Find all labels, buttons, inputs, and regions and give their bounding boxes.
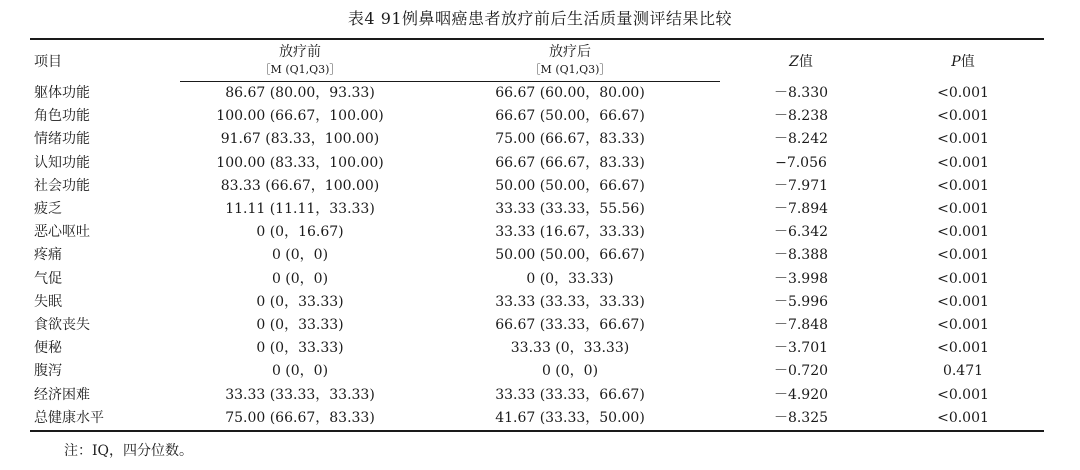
cell-z: －3.701 <box>773 340 829 357</box>
cell-z: －7.848 <box>773 317 829 334</box>
cell-z: －8.242 <box>773 131 829 148</box>
cell-before: 0 (0，0) <box>271 270 329 287</box>
cell-after: 33.33 (33.33，33.33) <box>495 293 645 310</box>
header-z <box>720 39 882 82</box>
cell-z: －6.342 <box>773 224 829 241</box>
table-row <box>30 291 1044 314</box>
cell-before: 0 (0，33.33) <box>256 317 344 334</box>
cell-item: 便秘 <box>34 340 62 357</box>
cell-item: 腹泻 <box>34 363 62 380</box>
cell-z: −7.056 <box>775 154 827 171</box>
cell-p: <0.001 <box>937 224 989 241</box>
cell-p: <0.001 <box>937 201 989 218</box>
cell-after: 66.67 (66.67，83.33) <box>495 154 645 171</box>
table-row <box>30 384 1044 407</box>
cell-after: 66.67 (50.00，66.67) <box>495 108 645 125</box>
cell-item: 社会功能 <box>34 177 90 194</box>
header-z-suffix: 值 <box>798 54 813 71</box>
table-row <box>30 407 1044 431</box>
cell-p: <0.001 <box>937 247 989 264</box>
cell-z: －0.720 <box>773 363 829 380</box>
table-row <box>30 314 1044 337</box>
cell-after: 33.33 (33.33，66.67) <box>495 386 645 403</box>
cell-p: <0.001 <box>937 386 989 403</box>
cell-p: 0.471 <box>942 363 984 380</box>
cell-before: 83.33 (66.67，100.00) <box>220 177 380 194</box>
quality-of-life-table <box>30 38 1044 432</box>
cell-after: 75.00 (66.67，83.33) <box>495 131 645 148</box>
cell-p: <0.001 <box>937 177 989 194</box>
cell-before: 0 (0，0) <box>271 247 329 264</box>
cell-after: 50.00 (50.00，66.67) <box>495 247 645 264</box>
cell-after: 33.33 (0，33.33) <box>510 340 630 357</box>
cell-after: 33.33 (33.33，55.56) <box>495 201 645 218</box>
cell-p: <0.001 <box>937 84 989 101</box>
table-row <box>30 198 1044 221</box>
cell-p: <0.001 <box>882 407 1044 431</box>
cell-after: 66.67 (33.33，66.67) <box>495 317 645 334</box>
cell-z: －8.325 <box>720 407 882 431</box>
cell-z: －3.998 <box>773 270 829 287</box>
cell-p: <0.001 <box>937 270 989 287</box>
cell-z: －7.971 <box>773 177 829 194</box>
cell-p: <0.001 <box>937 131 989 148</box>
cell-item: 躯体功能 <box>34 84 90 101</box>
cell-before: 0 (0，33.33) <box>256 293 344 310</box>
cell-z: －8.388 <box>773 247 829 264</box>
header-before-sub: ［M (Q1,Q3)］ <box>180 61 420 82</box>
cell-after: 66.67 (60.00，80.00) <box>495 85 645 101</box>
cell-after: 33.33 (16.67，33.33) <box>495 224 645 241</box>
cell-p: <0.001 <box>937 340 989 357</box>
cell-z: －5.996 <box>773 293 829 310</box>
cell-before: 0 (0，0) <box>271 363 329 380</box>
header-p-suffix: 值 <box>960 54 975 71</box>
cell-before: 0 (0，16.67) <box>256 224 344 241</box>
header-p <box>882 39 1044 82</box>
header-after-sub: ［M (Q1,Q3)］ <box>420 61 720 82</box>
cell-p: <0.001 <box>937 317 989 334</box>
cell-before: 100.00 (83.33，100.00) <box>216 154 384 171</box>
cell-z: －7.894 <box>773 201 829 218</box>
cell-after: 41.67 (33.33，50.00) <box>420 407 720 431</box>
cell-item: 疲乏 <box>34 201 62 218</box>
cell-p: <0.001 <box>937 108 989 125</box>
cell-item: 气促 <box>34 270 62 287</box>
cell-item: 认知功能 <box>34 154 90 171</box>
header-z-letter: Z <box>789 54 799 71</box>
header-item: 项目 <box>30 39 180 82</box>
cell-item: 总健康水平 <box>30 407 180 431</box>
cell-item: 情绪功能 <box>34 131 90 148</box>
cell-item: 角色功能 <box>34 108 90 125</box>
table-row <box>30 152 1044 175</box>
table-row <box>30 221 1044 244</box>
header-after: 放疗后 <box>420 39 720 61</box>
table-row <box>30 105 1044 128</box>
cell-after: 0 (0，33.33) <box>526 270 614 287</box>
cell-item: 失眠 <box>34 293 62 310</box>
cell-z: －8.238 <box>773 108 829 125</box>
table-row <box>30 175 1044 198</box>
table-row <box>30 337 1044 360</box>
cell-before: 75.00 (66.67，83.33) <box>180 407 420 431</box>
cell-before: 91.67 (83.33，100.00) <box>220 131 380 148</box>
table-row <box>30 82 1044 106</box>
header-before: 放疗前 <box>180 39 420 61</box>
table-row <box>30 128 1044 151</box>
cell-before: 33.33 (33.33，33.33) <box>225 386 375 403</box>
cell-before: 100.00 (66.67，100.00) <box>216 108 384 125</box>
cell-after: 50.00 (50.00，66.67) <box>495 177 645 194</box>
cell-z: －8.330 <box>773 84 829 101</box>
table-note: 注：IQ，四分位数。 <box>64 443 194 459</box>
cell-item: 疼痛 <box>34 247 62 264</box>
table-row <box>30 244 1044 267</box>
cell-before: 0 (0，33.33) <box>256 340 344 357</box>
cell-item: 经济困难 <box>34 386 90 403</box>
cell-z: －4.920 <box>773 386 829 403</box>
cell-item: 恶心呕吐 <box>34 224 90 241</box>
cell-before: 11.11 (11.11，33.33) <box>225 201 375 218</box>
table-row <box>30 360 1044 383</box>
cell-after: 0 (0，0) <box>541 363 599 380</box>
table-body <box>30 82 1044 432</box>
cell-before: 86.67 (80.00，93.33) <box>225 85 375 101</box>
cell-p: <0.001 <box>937 154 989 171</box>
cell-p: <0.001 <box>937 293 989 310</box>
header-p-letter: P <box>951 54 961 71</box>
table-caption: 表4 91例鼻咽癌患者放疗前后生活质量测评结果比较 <box>347 9 733 28</box>
table-row <box>30 268 1044 291</box>
table-header <box>30 39 1044 82</box>
cell-item: 食欲丧失 <box>34 317 90 334</box>
